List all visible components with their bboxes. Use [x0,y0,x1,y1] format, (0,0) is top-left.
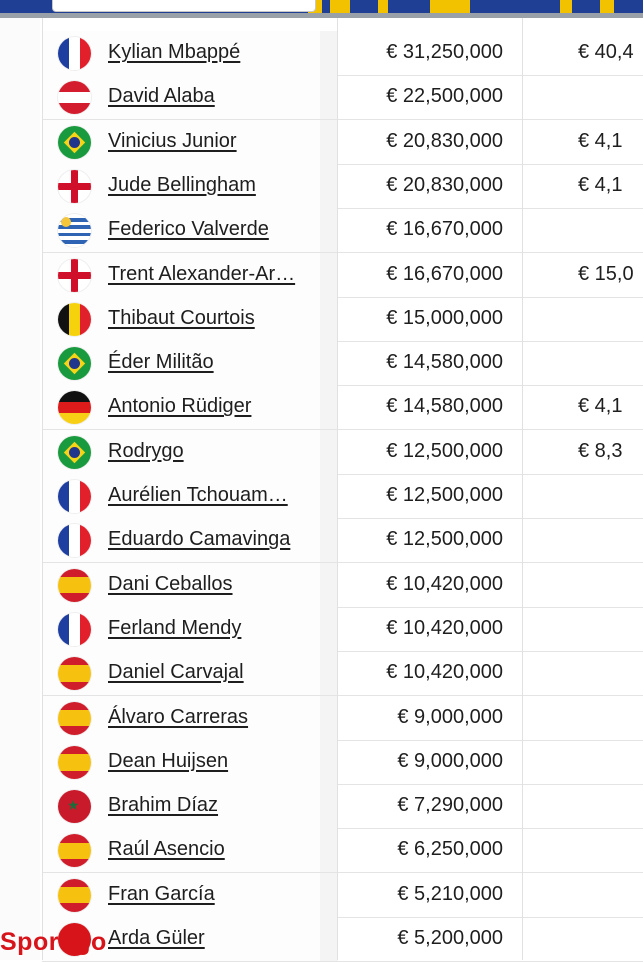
salary-value: € 12,500,000 [386,484,503,506]
table-row [42,563,643,608]
salary-value: € 31,250,000 [386,41,503,63]
player-name-link[interactable]: Federico Valverde [108,218,269,241]
next-column-value: € 15,0 [578,262,634,285]
cell-gap [320,31,338,75]
salary-value: € 6,250,000 [397,838,503,861]
player-name-link[interactable]: Brahim Díaz [108,794,219,817]
table-row [42,253,643,298]
brazil-flag-icon [58,126,91,159]
player-name-link[interactable]: Éder Militão [108,351,214,374]
salary-value: € 22,500,000 [386,85,503,108]
table-row [42,164,643,209]
table-row [42,297,643,342]
cell-gap [320,518,338,562]
player-name-link[interactable]: David Alaba [108,85,215,108]
header-banner [0,0,643,18]
cell-gap [320,917,338,961]
cell-gap [320,563,338,607]
brazil-flag-icon [58,436,91,469]
spain-flag-icon [58,702,91,735]
table-row [42,917,643,962]
salary-value: € 15,000,000 [386,306,503,329]
salary-value: € 10,420,000 [386,616,503,639]
next-column-value: € 4,1 [578,173,623,196]
player-name-link[interactable]: Álvaro Carreras [108,705,249,728]
table-row [42,607,643,652]
player-name-link[interactable]: Kylian Mbappé [108,41,241,63]
column-divider [42,18,43,960]
player-name-link[interactable]: Rodrygo [108,439,184,462]
morocco-flag-icon: ★ [58,790,91,823]
cell-gap [320,474,338,518]
table-row [42,31,643,76]
table-row [42,828,643,873]
next-column-value: € 4,1 [578,395,623,418]
belgium-flag-icon [58,303,91,336]
player-name-link[interactable]: Raúl Asencio [108,838,225,861]
cell-gap [320,297,338,341]
cell-gap [320,873,338,917]
cell-gap [320,164,338,208]
table-row [42,873,643,918]
england-flag-icon [58,170,91,203]
salary-value: € 7,290,000 [397,794,503,817]
column-divider [337,18,338,960]
table-row [42,784,643,829]
france-flag-icon [58,480,91,513]
player-name-link[interactable]: Fran García [108,882,215,905]
search-input[interactable] [52,0,316,12]
next-column-value: € 8,3 [578,439,623,462]
cell-gap [320,385,338,429]
salary-value: € 20,830,000 [386,129,503,152]
column-divider [522,18,523,960]
player-name-link[interactable]: Ferland Mendy [108,616,242,639]
france-flag-icon [58,613,91,646]
brazil-flag-icon [58,347,91,380]
cell-gap [320,607,338,651]
cell-gap [320,828,338,872]
salary-value: € 9,000,000 [397,705,503,728]
salary-value: € 16,670,000 [386,218,503,241]
table-row [42,430,643,475]
france-flag-icon [58,37,91,70]
player-name-link[interactable]: Antonio Rüdiger [108,395,252,418]
cell-gap [320,740,338,784]
table-row [42,651,643,696]
salary-value: € 16,670,000 [386,262,503,285]
cell-gap [320,430,338,474]
cell-gap [320,341,338,385]
banner-shadow [0,13,643,18]
table-row [42,120,643,165]
next-column-value: € 4,1 [578,129,623,152]
salary-value: € 10,420,000 [386,661,503,684]
cell-gap [320,253,338,297]
spain-flag-icon [58,569,91,602]
player-name-link[interactable]: Vinicius Junior [108,129,237,152]
salary-value: € 12,500,000 [386,528,503,551]
player-name-link[interactable]: Jude Bellingham [108,173,256,196]
left-margin [0,18,40,960]
salary-value: € 5,200,000 [397,927,503,949]
cell-gap [320,120,338,164]
table-row [42,740,643,785]
table-row [42,474,643,519]
table-row [42,341,643,386]
salary-value: € 12,500,000 [386,439,503,462]
salary-value: € 5,210,000 [397,882,503,905]
cell-gap [320,208,338,252]
next-column-value: € 40,4 [578,41,634,63]
salary-value: € 9,000,000 [397,749,503,772]
cell-gap [320,696,338,740]
player-name-link[interactable]: Eduardo Camavinga [108,528,291,551]
spain-flag-icon [58,746,91,779]
table-row [42,696,643,741]
player-name-link[interactable]: Daniel Carvajal [108,661,244,684]
table-row [42,208,643,253]
cell-gap [320,75,338,119]
cell-gap [320,651,338,695]
player-name-link[interactable]: Aurélien Tchouam… [108,484,288,506]
uruguay-flag-icon [58,214,91,247]
table-row [42,75,643,120]
table-row [42,385,643,430]
salary-value: € 14,580,000 [386,351,503,374]
player-name-link[interactable]: Dean Huijsen [108,749,229,772]
england-flag-icon [58,259,91,292]
salary-value: € 14,580,000 [386,395,503,418]
player-name-link[interactable]: Thibaut Courtois [108,306,255,329]
spain-flag-icon [58,879,91,912]
salary-value: € 20,830,000 [386,173,503,196]
player-name-link[interactable]: Trent Alexander-Ar… [108,262,296,285]
watermark-logo: Sportigo [0,928,107,956]
player-name-link[interactable]: Arda Güler [108,927,205,949]
salary-value: € 10,420,000 [386,572,503,595]
table-row [42,518,643,563]
cell-gap [320,784,338,828]
spain-flag-icon [58,657,91,690]
player-name-link[interactable]: Dani Ceballos [108,572,233,595]
